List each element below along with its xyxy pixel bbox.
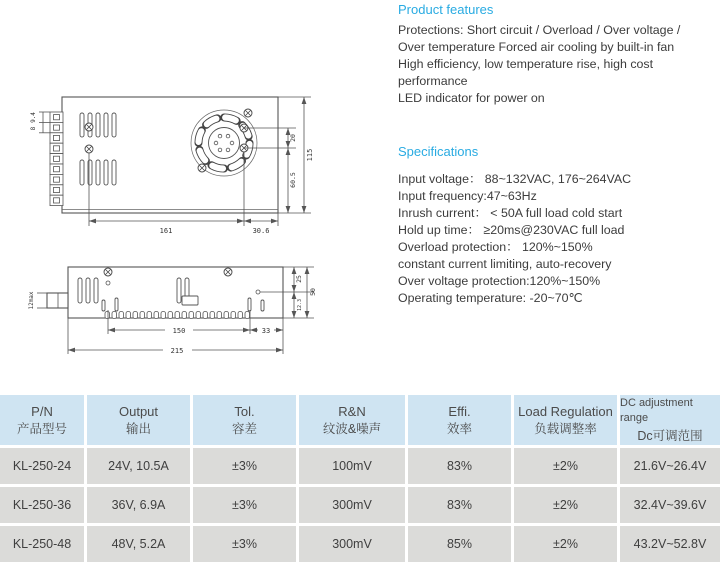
dimension-terminal-pitch [30,112,50,133]
specifications-heading: Specifications [398,144,479,159]
cell-loadreg: ±2% [514,448,617,484]
cell-output: 24V, 10.5A [87,448,190,484]
table-header-output: Output 输出 [87,395,190,445]
top-view-drawing [15,80,335,245]
dim-label-12max: 12max [28,291,35,310]
bottom-vent-bumps [105,312,250,319]
table-row [0,448,720,484]
cell-dcrange: 43.2V~52.8V [620,526,720,562]
cell-rn: 100mV [299,448,405,484]
specifications-section [398,144,718,307]
cell-tol: ±3% [193,448,296,484]
dim-label-9-4: 9.4 [30,112,37,123]
spec-line: Hold up time： ≥20ms@230VAC full load [398,223,625,237]
dim-label-60-5: 60.5 [289,172,297,188]
cell-effi: 85% [408,526,511,562]
spec-line: constant current limiting, auto-recovery [398,257,612,271]
dim-label-8: 8 [30,126,37,131]
dim-label-20: 20 [289,134,297,142]
cell-loadreg: ±2% [514,487,617,523]
spec-line: Operating temperature: -20~70℃ [398,291,583,305]
table-header-tolerance: Tol. 容差 [193,395,296,445]
cell-effi: 83% [408,448,511,484]
cell-pn: KL-250-36 [0,487,84,523]
cell-output: 36V, 6.9A [87,487,190,523]
cell-loadreg: ±2% [514,526,617,562]
feature-line: Over temperature Forced air cooling by built-in fan [398,40,675,54]
dim-label-50: 50 [309,288,317,296]
spec-line: Input voltage： 88~132VAC, 176~264VAC [398,172,632,186]
spec-line: Inrush current： < 50A full load cold start [398,206,623,220]
dim-label-115: 115 [306,148,314,162]
features-heading: Product features [398,2,494,17]
dim-label-33: 33 [261,327,271,335]
table-header-row [0,395,720,445]
cell-tol: ±3% [193,526,296,562]
input-connector [28,291,68,309]
cell-dcrange: 21.6V~26.4V [620,448,720,484]
feature-line: performance [398,74,468,88]
cell-tol: ±3% [193,487,296,523]
cell-effi: 83% [408,487,511,523]
table-header-load-regulation: Load Regulation 负载调整率 [514,395,617,445]
cell-rn: 300mV [299,526,405,562]
dim-label-12-3: 12.3 [297,298,303,312]
cell-dcrange: 32.4V~39.6V [620,487,720,523]
spec-line: Overload protection： 120%~150% [398,240,593,254]
cell-pn: KL-250-24 [0,448,84,484]
side-view-drawing [15,248,335,363]
table-row [0,526,720,562]
table-header-efficiency: Effi. 效率 [408,395,511,445]
dim-label-30-6: 30.6 [252,227,270,235]
table-header-ripple-noise: R&N 纹波&噪声 [299,395,405,445]
dim-label-161: 161 [159,227,173,235]
cell-output: 48V, 5.2A [87,526,190,562]
cell-pn: KL-250-48 [0,526,84,562]
dim-label-25: 25 [295,275,303,283]
table-row [0,487,720,523]
spec-line: Over voltage protection:120%~150% [398,274,601,288]
table-header-dc-adjustment: DC adjustment range Dc可调范围 [620,395,720,445]
feature-line: Protections: Short circuit / Overload / Over voltage / [398,23,681,37]
feature-line: High efficiency, low temperature rise, high cost [398,57,654,71]
product-features-section [398,2,718,107]
spec-line: Input frequency:47~63Hz [398,189,537,203]
feature-line: LED indicator for power on [398,91,545,105]
dim-label-215: 215 [170,347,184,355]
cell-rn: 300mV [299,487,405,523]
terminal-block [50,112,63,206]
model-spec-table [0,395,720,562]
table-header-pn: P/N 产品型号 [0,395,84,445]
dim-label-150: 150 [172,327,186,335]
